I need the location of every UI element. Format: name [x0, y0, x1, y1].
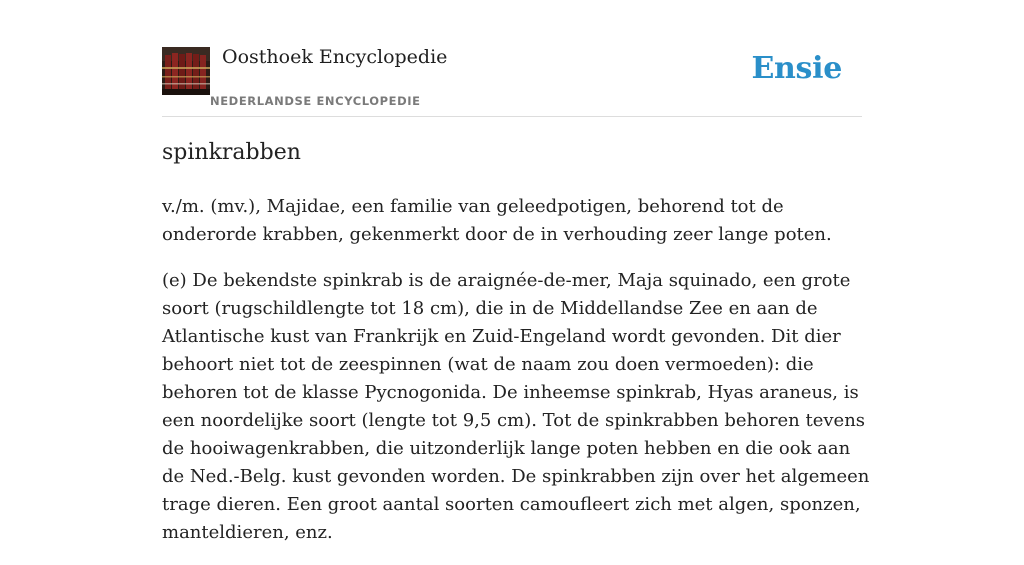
site-header — [162, 40, 862, 117]
article-paragraph: v./m. (mv.), Majidae, een familie van geleedpotigen, behorend tot de onderorde krabben, gekenmerkt door de in verhouding zeer lange poten. — [162, 196, 832, 245]
site-subtitle: NEDERLANDSE ENCYCLOPEDIE — [210, 94, 421, 108]
article-title: spinkrabben — [162, 140, 301, 165]
brand-logo[interactable]: Ensie — [751, 51, 842, 86]
site-title[interactable]: Oosthoek Encyclopedie — [222, 46, 448, 68]
encyclopedia-books-logo-icon[interactable] — [162, 47, 210, 95]
article-paragraph: (e) De bekendste spinkrab is de araignée-de-mer, Maja squinado, een grote soort (rugschildlengte tot 18 cm), die in de Middellandse Zee en aan de Atlantische kust van Frankrijk en Zuid-Engeland wordt gevonden. Dit dier behoort niet tot de zeespinnen (wat de naam zou doen vermoeden): die behoren tot de klasse Pycnogonida. De inheemse spinkrab, Hyas araneus, is een noordelijke soort (lengte tot 9,5 cm). Tot de spinkrabben behoren tevens de hooiwagenkrabben, die uitzonderlijk lange poten hebben en die ook aan de Ned.-Belg. kust gevonden worden. De spinkrabben zijn over het algemeen trage dieren. Een groot aantal soorten camoufleert zich met algen, sponzen, manteldieren, enz. — [162, 270, 870, 543]
article-body — [162, 193, 874, 565]
